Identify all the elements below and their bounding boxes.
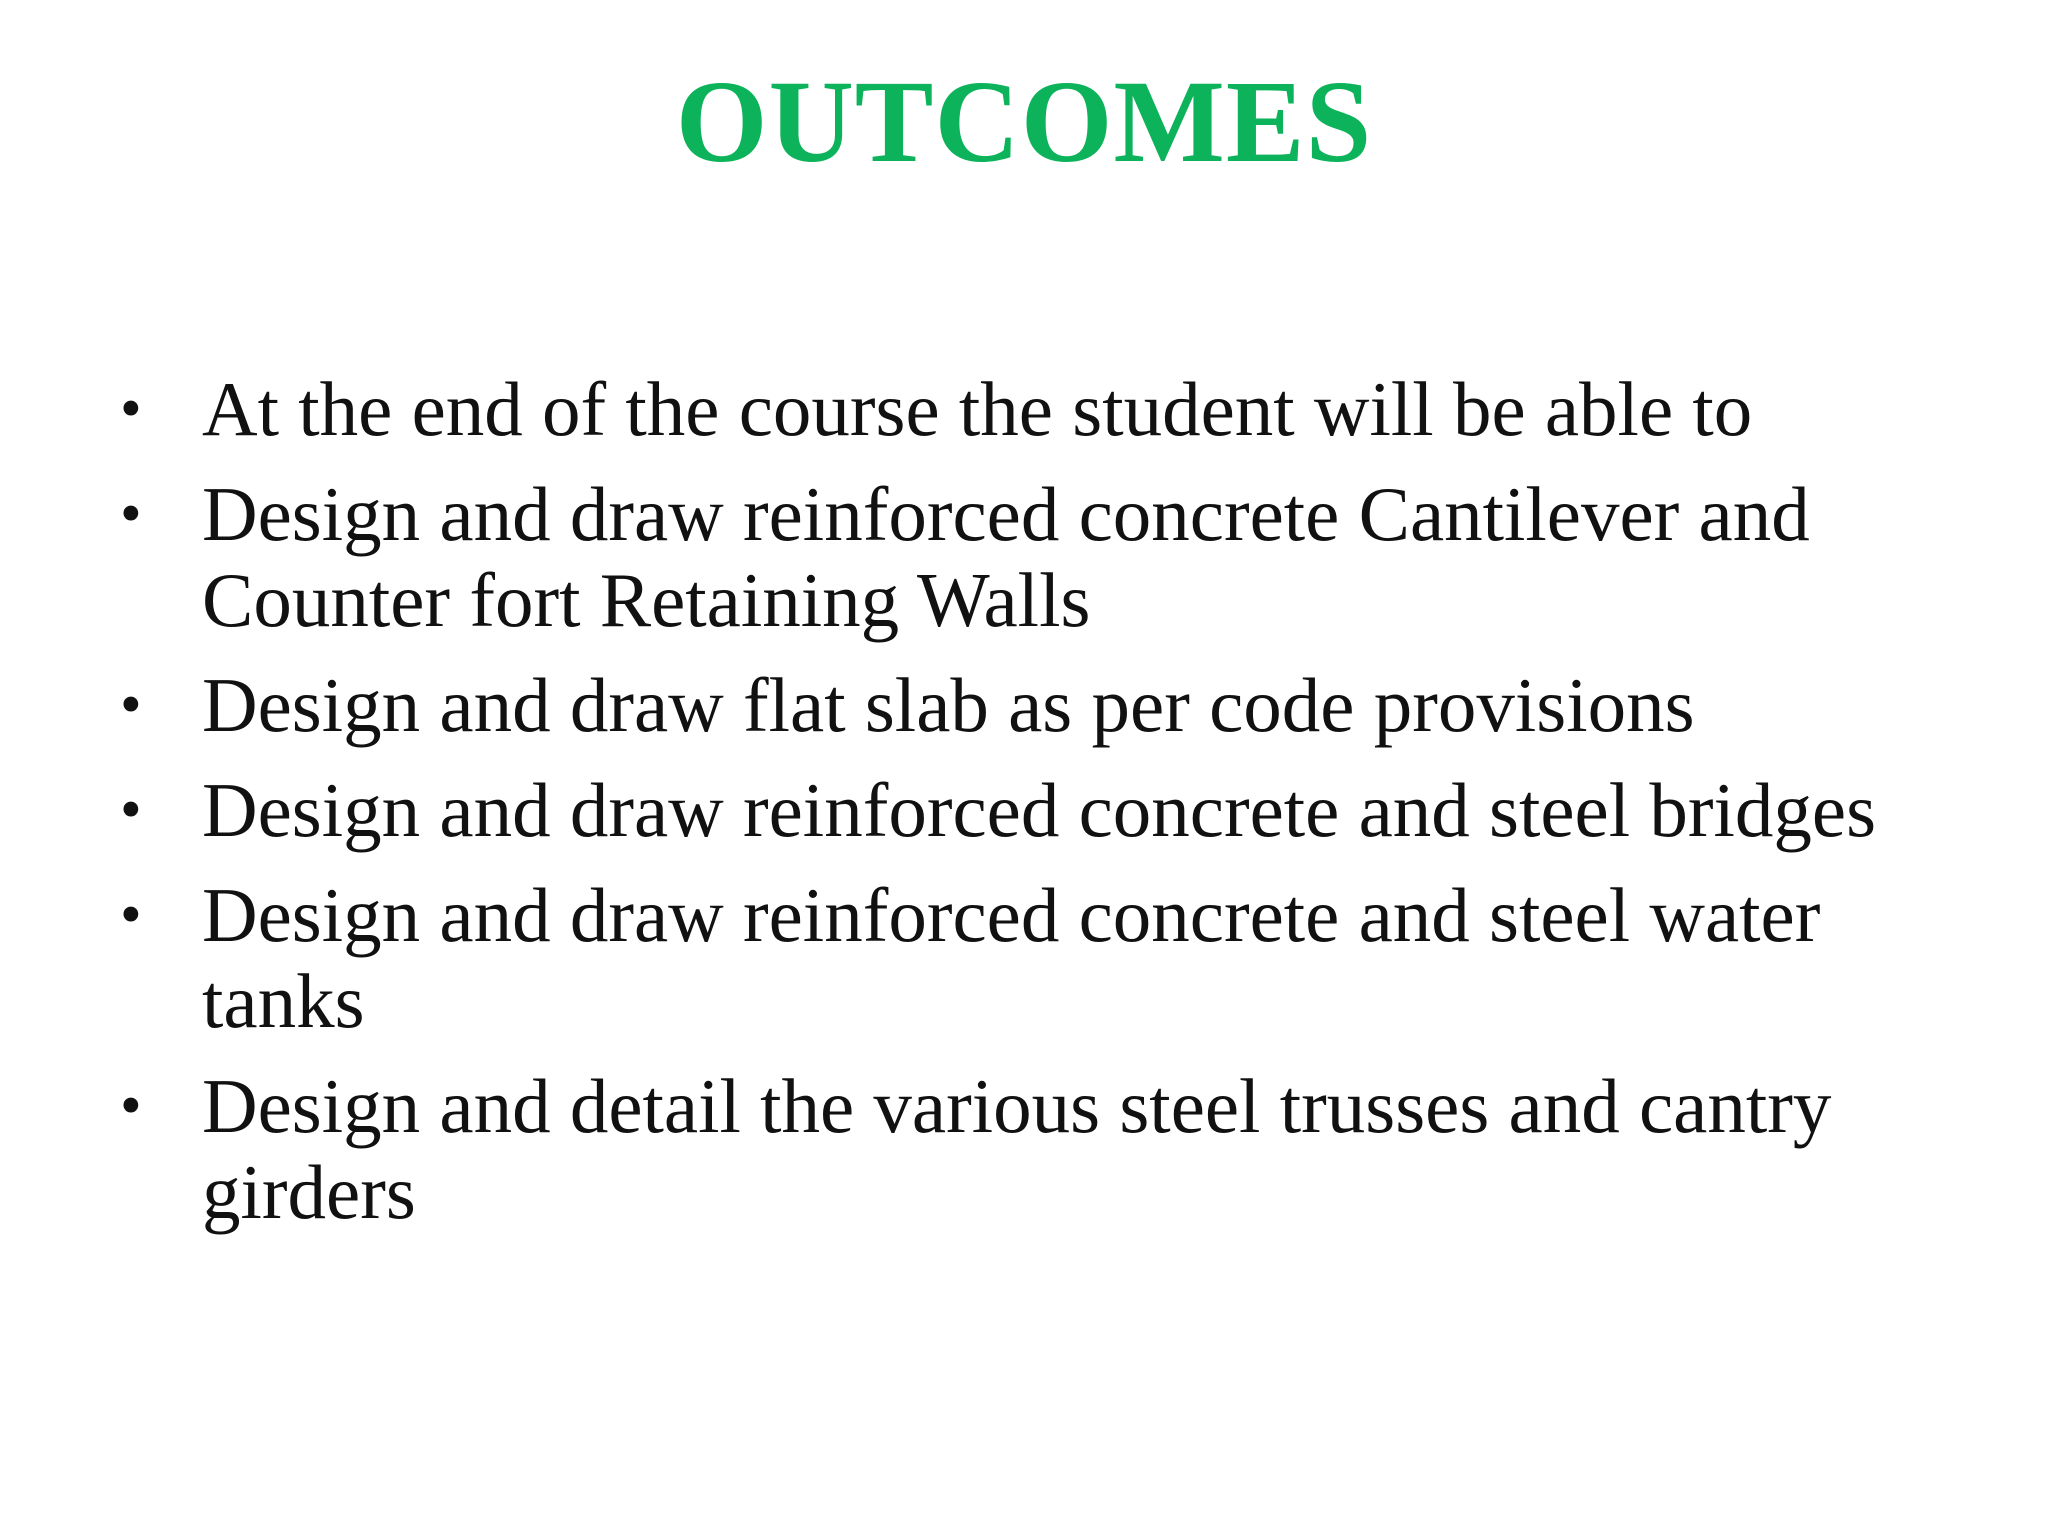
list-item-text: At the end of the course the student will be able to [202,366,1753,452]
list-item-text: Design and draw reinforced concrete and steel bridges [202,767,1877,853]
slide-title: OUTCOMES [675,56,1373,187]
bullet-icon: • [120,881,142,949]
bullet-icon: • [120,375,142,443]
list-item [120,1063,1950,1235]
list-item [120,366,1950,452]
bullet-icon: • [120,1072,142,1140]
list-item-text: Design and detail the various steel trusses and cantry girders [202,1063,1832,1235]
list-item [120,872,1950,1044]
list-item [120,471,1950,643]
bullet-icon: • [120,480,142,548]
outcomes-list [120,366,1950,1254]
bullet-icon: • [120,671,142,739]
list-item-text: Design and draw reinforced concrete and steel water tanks [202,872,1821,1044]
list-item [120,662,1950,748]
list-item-text: Design and draw flat slab as per code provisions [202,662,1695,748]
list-item-text: Design and draw reinforced concrete Cantilever and Counter fort Retaining Walls [202,471,1810,643]
list-item [120,767,1950,853]
bullet-icon: • [120,776,142,844]
